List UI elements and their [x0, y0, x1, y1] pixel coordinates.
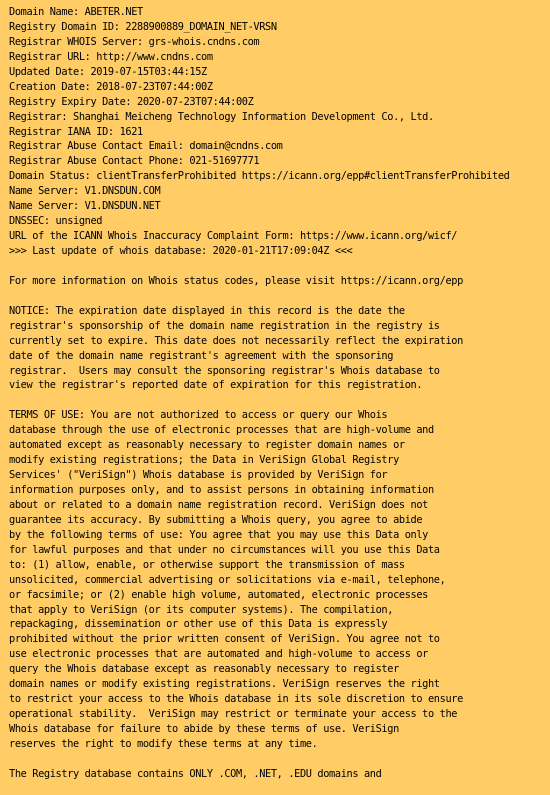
whois-line: automated except as reasonably necessary to register domain names or — [9, 439, 405, 452]
whois-line: registrar's sponsorship of the domain name registration in the registry is — [9, 319, 440, 332]
whois-line: date of the domain name registrant's agreement with the sponsoring — [9, 349, 394, 362]
whois-line: currently set to expire. This date does not necessarily reflect the expiration — [9, 334, 463, 347]
whois-line: repackaging, dissemination or other use of this Data is expressly — [9, 618, 388, 631]
whois-line: For more information on Whois status codes, please visit https://icann.org/epp — [9, 274, 463, 287]
whois-line: to: (1) allow, enable, or otherwise support the transmission of mass — [9, 558, 405, 571]
whois-line: DNSSEC: unsigned — [9, 215, 103, 228]
whois-line: Registry Domain ID: 2288900889_DOMAIN_NET-VRSN — [9, 20, 277, 33]
whois-line: by the following terms of use: You agree that you may use this Data only — [9, 528, 428, 541]
whois-line: Registrar Abuse Contact Email: domain@cndns.com — [9, 140, 283, 153]
whois-line: Domain Name: ABETER.NET — [9, 6, 143, 18]
whois-line — [9, 752, 509, 767]
whois-line: Registry Expiry Date: 2020-07-23T07:44:00Z — [9, 95, 254, 108]
whois-line: Registrar IANA ID: 1621 — [9, 125, 143, 138]
whois-line: or facsimile; or (2) enable high volume, automated, electronic processes — [9, 588, 428, 601]
whois-line: domain names or modify existing registrations. VeriSign reserves the right — [9, 678, 440, 691]
whois-line: NOTICE: The expiration date displayed in this record is the date the — [9, 304, 405, 317]
whois-line: use electronic processes that are automated and high-volume to access or — [9, 648, 428, 661]
whois-line: The Registry database contains ONLY .COM, .NET, .EDU domains and — [9, 767, 382, 780]
whois-line: guarantee its accuracy. By submitting a Whois query, you agree to abide — [9, 513, 423, 526]
whois-record-text — [9, 5, 509, 782]
whois-line: Domain Status: clientTransferProhibited https://icann.org/epp#clientTransferProhibited — [9, 170, 510, 183]
whois-line: unsolicited, commercial advertising or solicitations via e-mail, telephone, — [9, 573, 446, 586]
whois-line — [9, 259, 509, 274]
whois-line: view the registrar's reported date of expiration for this registration. — [9, 379, 423, 392]
whois-line: reserves the right to modify these terms at any time. — [9, 737, 318, 750]
whois-line: Registrar: Shanghai Meicheng Technology Information Development Co., Ltd. — [9, 110, 434, 123]
whois-line: information purposes only, and to assist persons in obtaining information — [9, 484, 434, 496]
whois-line: Services' ("VeriSign") Whois database is provided by VeriSign for — [9, 469, 388, 482]
whois-line: Updated Date: 2019-07-15T03:44:15Z — [9, 65, 207, 78]
whois-line: about or related to a domain name registration record. VeriSign does not — [9, 498, 428, 511]
whois-line: that apply to VeriSign (or its computer systems). The compilation, — [9, 603, 394, 616]
whois-line: Name Server: V1.DNSDUN.COM — [9, 185, 161, 198]
whois-line: for lawful purposes and that under no circumstances will you use this Data — [9, 543, 440, 556]
whois-line: operational stability. VeriSign may restrict or terminate your access to the — [9, 708, 458, 721]
whois-line: URL of the ICANN Whois Inaccuracy Complaint Form: https://www.icann.org/wicf/ — [9, 230, 458, 243]
whois-line: >>> Last update of whois database: 2020-01-21T17:09:04Z <<< — [9, 245, 353, 257]
whois-line: registrar. Users may consult the sponsoring registrar's Whois database to — [9, 364, 440, 377]
whois-line: prohibited without the prior written consent of VeriSign. You agree not to — [9, 633, 440, 646]
whois-line: Registrar URL: http://www.cndns.com — [9, 50, 213, 63]
whois-line: Registrar WHOIS Server: grs-whois.cndns.com — [9, 35, 260, 48]
whois-line: TERMS OF USE: You are not authorized to access or query our Whois — [9, 409, 388, 422]
whois-line: to restrict your access to the Whois database in its sole discretion to ensure — [9, 693, 463, 706]
whois-line — [9, 393, 509, 408]
whois-line: database through the use of electronic processes that are high-volume and — [9, 424, 434, 437]
whois-line: Whois database for failure to abide by these terms of use. VeriSign — [9, 723, 399, 735]
whois-line: query the Whois database except as reasonably necessary to register — [9, 663, 399, 676]
whois-line: Creation Date: 2018-07-23T07:44:00Z — [9, 80, 213, 93]
whois-line — [9, 289, 509, 304]
whois-line: Name Server: V1.DNSDUN.NET — [9, 200, 161, 213]
whois-line: Registrar Abuse Contact Phone: 021-51697771 — [9, 155, 260, 168]
whois-line: modify existing registrations; the Data in VeriSign Global Registry — [9, 454, 399, 467]
